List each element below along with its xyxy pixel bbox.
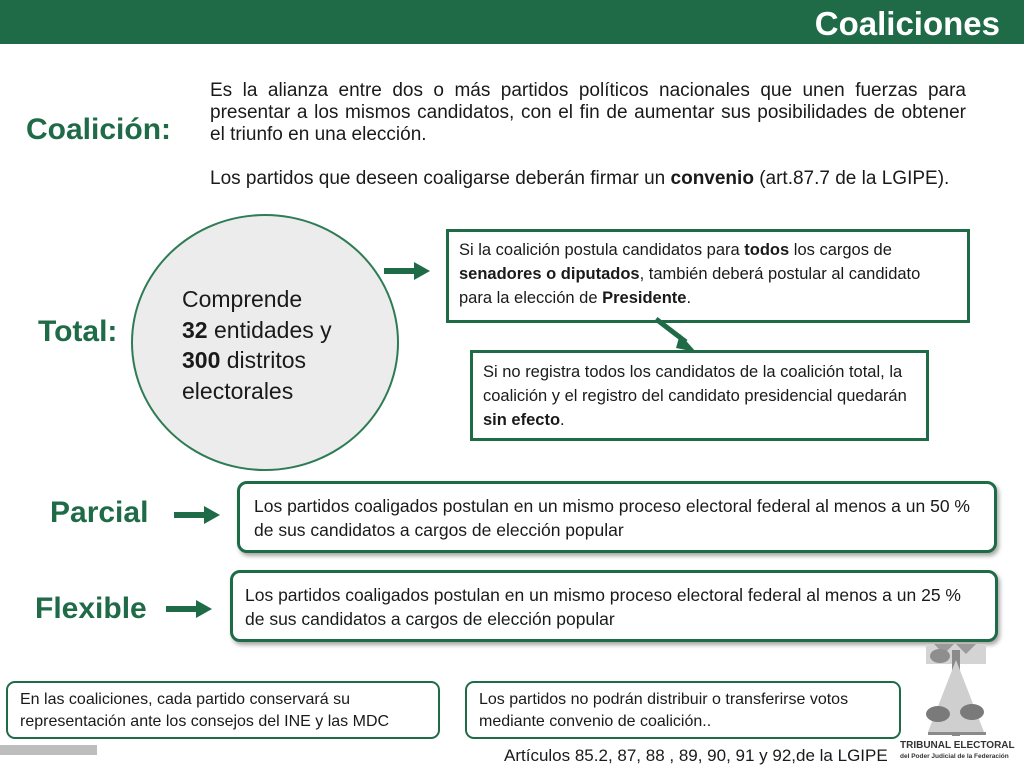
definition-paragraph: Es la alianza entre dos o más partidos políticos nacionales que unen fuerzas para presentar a los mismos candidatos, con el fin de aumentar sus posibilidades de obtener el triunfo en una elección. (210, 80, 966, 145)
circle-line-3 (182, 345, 382, 376)
coalicion-label: Coalición: (26, 113, 172, 146)
box2-bold: sin efecto (483, 411, 561, 429)
entidades-number: 32 (182, 316, 208, 343)
entidades-text: entidades y (207, 316, 332, 343)
parcial-arrow-icon (172, 502, 222, 528)
definition-text (210, 80, 966, 190)
logo-text-main: TRIBUNAL ELECTORAL (900, 740, 1015, 751)
circle-line-4: electorales (182, 377, 294, 404)
articles-reference: Artículos 85.2, 87, 88 , 89, 90, 91 y 92,de la LGIPE (504, 746, 888, 765)
footer-accent-bar (0, 745, 97, 755)
box1-bold-2: senadores o diputados (459, 265, 640, 283)
convenio-text-end: (art.87.7 de la LGIPE). (753, 168, 950, 189)
convenio-bold: convenio (670, 168, 754, 189)
circle-line-2 (182, 315, 382, 346)
box2-text-1: Si no registra todos los candidatos de la coalición total, la coalición y el registro del candidato presidencial quedarán (483, 363, 907, 405)
convenio-text-start: Los partidos que deseen coaligarse deberán firmar un (210, 168, 671, 189)
flexible-box: Los partidos coaligados postulan en un mismo proceso electoral federal al menos a un 25 % de sus candidatos a cargos de elección popular (230, 570, 998, 642)
box1-text-4: . (686, 289, 692, 307)
distritos-text: distritos (220, 347, 307, 373)
box1-text-3: , también deberá postular al candidato para la elección de (459, 265, 921, 307)
convenio-paragraph (210, 168, 966, 190)
tribunal-electoral-logo (898, 640, 1024, 768)
box1-text-1: Si la coalición postula candidatos para (459, 241, 745, 259)
flexible-label: Flexible (35, 592, 147, 625)
logo-text-sub: del Poder Judicial de la Federación (900, 753, 1009, 760)
total-label: Total: (38, 315, 118, 348)
box2-text-2: . (560, 411, 565, 429)
slide-title: Coaliciones (814, 5, 1000, 42)
parcial-box: Los partidos coaligados postulan en un mismo proceso electoral federal al menos a un 50 % de sus candidatos a cargos de elección popular (237, 481, 997, 553)
flexible-arrow-icon (164, 596, 214, 622)
distritos-number: 300 (182, 347, 221, 373)
parcial-label: Parcial (50, 496, 149, 529)
box1-text-2: los cargos de (789, 241, 892, 259)
representation-note: En las coaliciones, cada partido conservará su representación ante los consejos del INE y las MDC (6, 681, 440, 739)
circle-line-1: Comprende (182, 286, 303, 312)
total-consequence-box (470, 350, 929, 441)
box1-bold-1: todos (744, 241, 790, 259)
box1-bold-3: Presidente (602, 289, 687, 307)
circle-text (182, 284, 382, 406)
votes-note: Los partidos no podrán distribuir o transferirse votos mediante convenio de coalición.. (465, 681, 901, 739)
arrow-right-icon (382, 258, 432, 284)
total-condition-box (446, 229, 970, 323)
